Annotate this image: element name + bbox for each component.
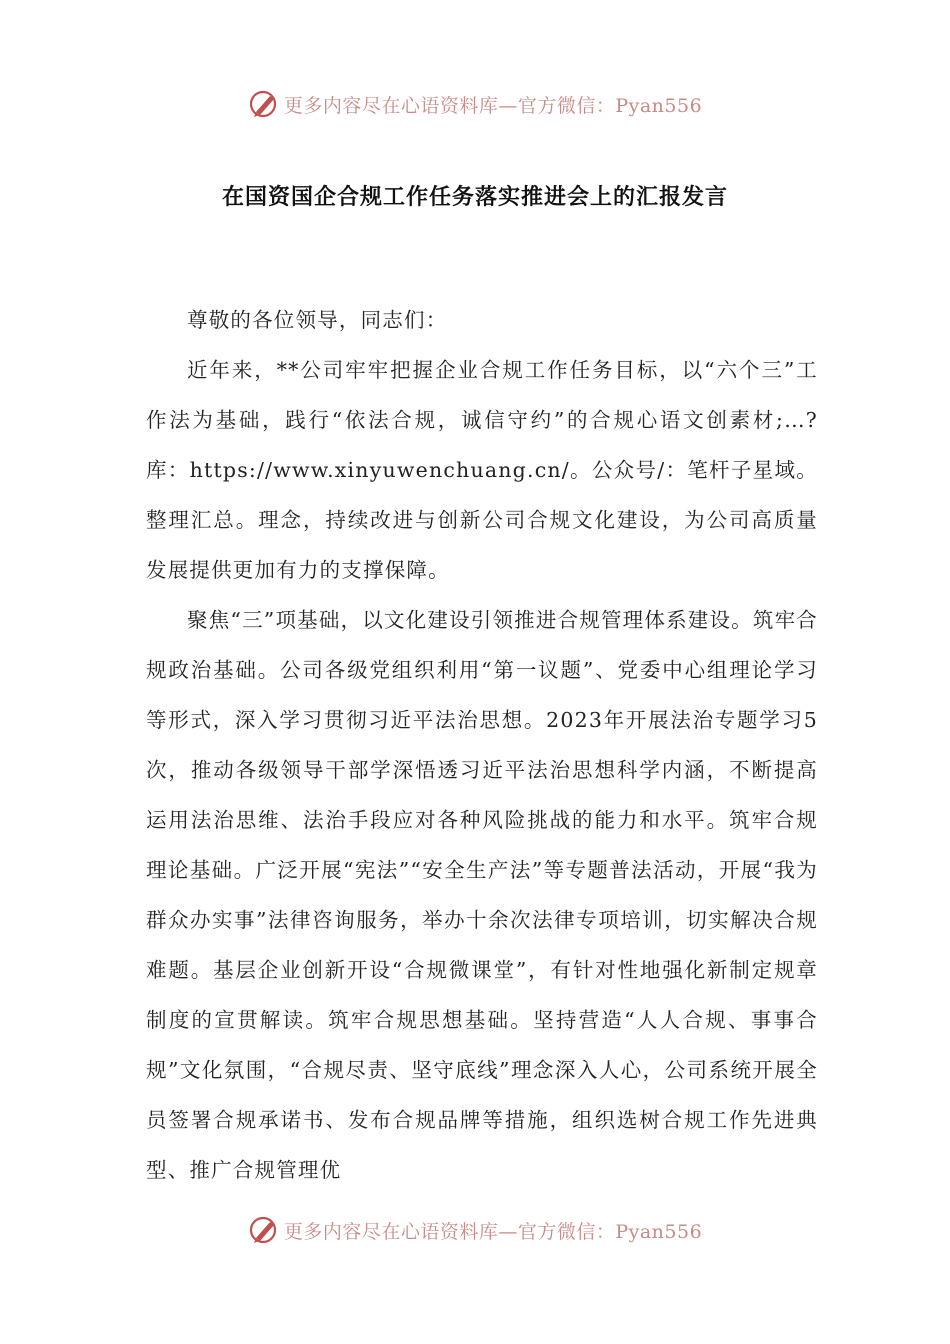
document-body xyxy=(146,295,818,1195)
pen-logo-icon xyxy=(248,88,280,120)
watermark-text: 更多内容尽在心语资料库—官方微信：Pyan556 xyxy=(283,1220,703,1243)
pen-logo-icon xyxy=(248,1214,280,1246)
intro-paragraph: 近年来，**公司牢牢把握企业合规工作任务目标，以“六个三”工作法为基础，践行“依法合规，诚信守约”的合规心语文创素材;…?库：https://www.xinyuwenchuang.cn/。公众号/：笔杆子星域。整理汇总。理念，持续改进与创新公司合规文化建设，为公司高质量发展提供更加有力的支撑保障。 xyxy=(146,358,818,582)
watermark-text: 更多内容尽在心语资料库—官方微信：Pyan556 xyxy=(283,94,703,117)
watermark-banner-top xyxy=(0,84,950,124)
watermark-banner-bottom xyxy=(0,1210,950,1250)
foundation-paragraph: 聚焦“三”项基础，以文化建设引领推进合规管理体系建设。筑牢合规政治基础。公司各级党组织利用“第一议题”、党委中心组理论学习等形式，深入学习贯彻习近平法治思想。2023年开展法治专题学习5次，推动各级领导干部学深悟透习近平法治思想科学内涵，不断提高运用法治思维、法治手段应对各种风险挑战的能力和水平。筑牢合规理论基础。广泛开展“宪法”“安全生产法”等专题普法活动，开展“我为群众办实事”法律咨询服务，举办十余次法律专项培训，切实解决合规难题。基层企业创新开设“合规微课堂”，有针对性地强化新制定规章制度的宣贯解读。筑牢合规思想基础。坚持营造“人人合规、事事合规”文化氛围，“合规尽责、坚守底线”理念深入人心，公司系统开展全员签署合规承诺书、发布合规品牌等措施，组织选树合规工作先进典型、推广合规管理优 xyxy=(146,608,818,1182)
document-title: 在国资国企合规工作任务落实推进会上的汇报发言 xyxy=(221,185,728,210)
salutation-paragraph: 尊敬的各位领导，同志们： xyxy=(187,308,448,332)
